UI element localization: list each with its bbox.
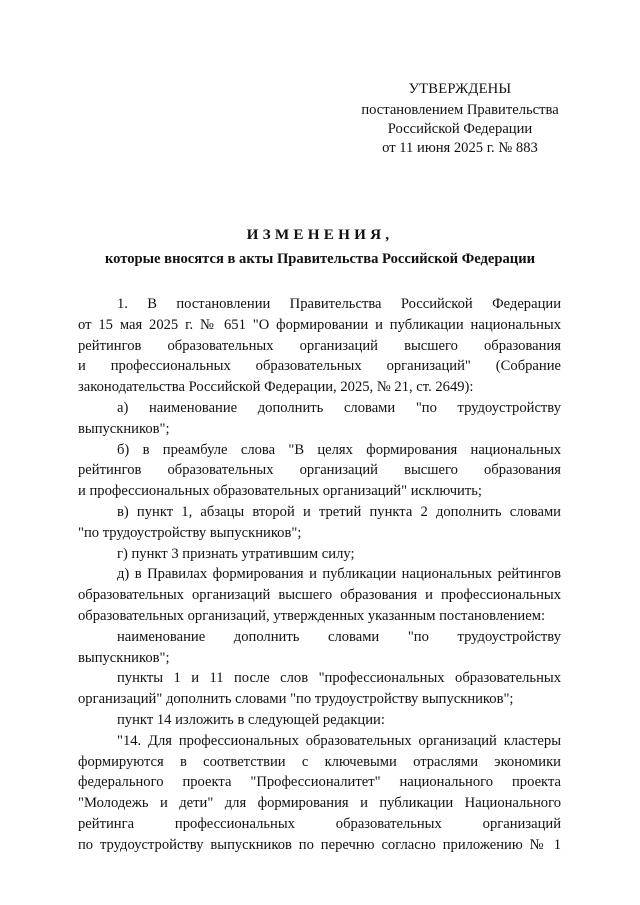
paragraph — [78, 627, 561, 669]
paragraph-line: от 15 мая 2025 г. № 651 "О формировании и публикации национальных — [78, 316, 561, 333]
paragraph-line: наименование дополнить словами "по трудоустройству — [117, 628, 561, 645]
paragraph-line: в) пункт 1, абзацы второй и третий пункта 2 дополнить словами — [117, 503, 561, 520]
paragraph-line: рейтингов образовательных организаций высшего образования — [78, 462, 561, 479]
paragraph-line: г) пункт 3 признать утратившим силу; — [117, 545, 355, 562]
paragraph — [78, 731, 561, 856]
paragraph-line: выпускников"; — [78, 649, 170, 666]
paragraph-line: формируются в соответствии с ключевыми отраслями экономики — [78, 753, 561, 770]
paragraph-line: а) наименование дополнить словами "по трудоустройству — [117, 399, 561, 416]
paragraph-line: пункт 14 изложить в следующей редакции: — [117, 711, 385, 728]
paragraph — [78, 564, 561, 626]
paragraph-line: по трудоустройству выпускников по перечню согласно приложению № 1 — [78, 836, 561, 853]
paragraph-line: пункты 1 и 11 после слов "профессиональных образовательных — [117, 670, 561, 687]
paragraph — [78, 502, 561, 544]
paragraph — [78, 668, 561, 710]
paragraph — [78, 294, 561, 398]
paragraph-line: рейтинга профессиональных образовательных организаций — [78, 815, 561, 832]
paragraph-line: д) в Правилах формирования и публикации национальных рейтингов — [117, 566, 561, 583]
document-subtitle: которые вносятся в акты Правительства Российской Федерации — [104, 251, 536, 267]
paragraph-line: образовательных организаций, утвержденных указанным постановлением: — [78, 607, 546, 624]
paragraph-line: рейтингов образовательных организаций высшего образования — [78, 337, 561, 354]
paragraph-line: "Молодежь и дети" для формирования и публикации Национального — [78, 795, 561, 812]
paragraph — [78, 398, 561, 440]
paragraph-line: и профессиональных образовательных организаций" исключить; — [78, 483, 482, 500]
paragraph — [78, 544, 561, 565]
paragraph-line: организаций" дополнить словами "по трудоустройству выпускников"; — [78, 691, 514, 708]
document-body — [78, 294, 561, 856]
approval-stamp — [330, 80, 590, 158]
approval-heading: УТВЕРЖДЕНЫ — [408, 81, 512, 97]
paragraph — [78, 440, 561, 502]
paragraph-line: образовательных организаций высшего образования и профессиональных — [78, 587, 561, 604]
approval-line-1: постановлением Правительства — [361, 102, 559, 118]
paragraph-line: законодательства Российской Федерации, 2025, № 21, ст. 2649): — [78, 379, 474, 396]
approval-line-3: от 11 июня 2025 г. № 883 — [382, 140, 538, 156]
paragraph-line: выпускников"; — [78, 420, 170, 437]
paragraph-line: федерального проекта "Профессионалитет" национального проекта — [78, 774, 561, 791]
paragraph-line: б) в преамбуле слова "В целях формирования национальных — [117, 441, 561, 458]
paragraph-line: "по трудоустройству выпускников"; — [78, 524, 302, 541]
approval-line-2: Российской Федерации — [387, 121, 533, 137]
paragraph-line: 1. В постановлении Правительства Российской Федерации — [117, 296, 561, 312]
paragraph-line: "14. Для профессиональных образовательных организаций кластеры — [117, 732, 561, 749]
paragraph — [78, 710, 561, 731]
document-title: ИЗМЕНЕНИЯ, — [246, 226, 394, 243]
paragraph-line: и профессиональных образовательных организаций" (Собрание — [78, 358, 561, 375]
